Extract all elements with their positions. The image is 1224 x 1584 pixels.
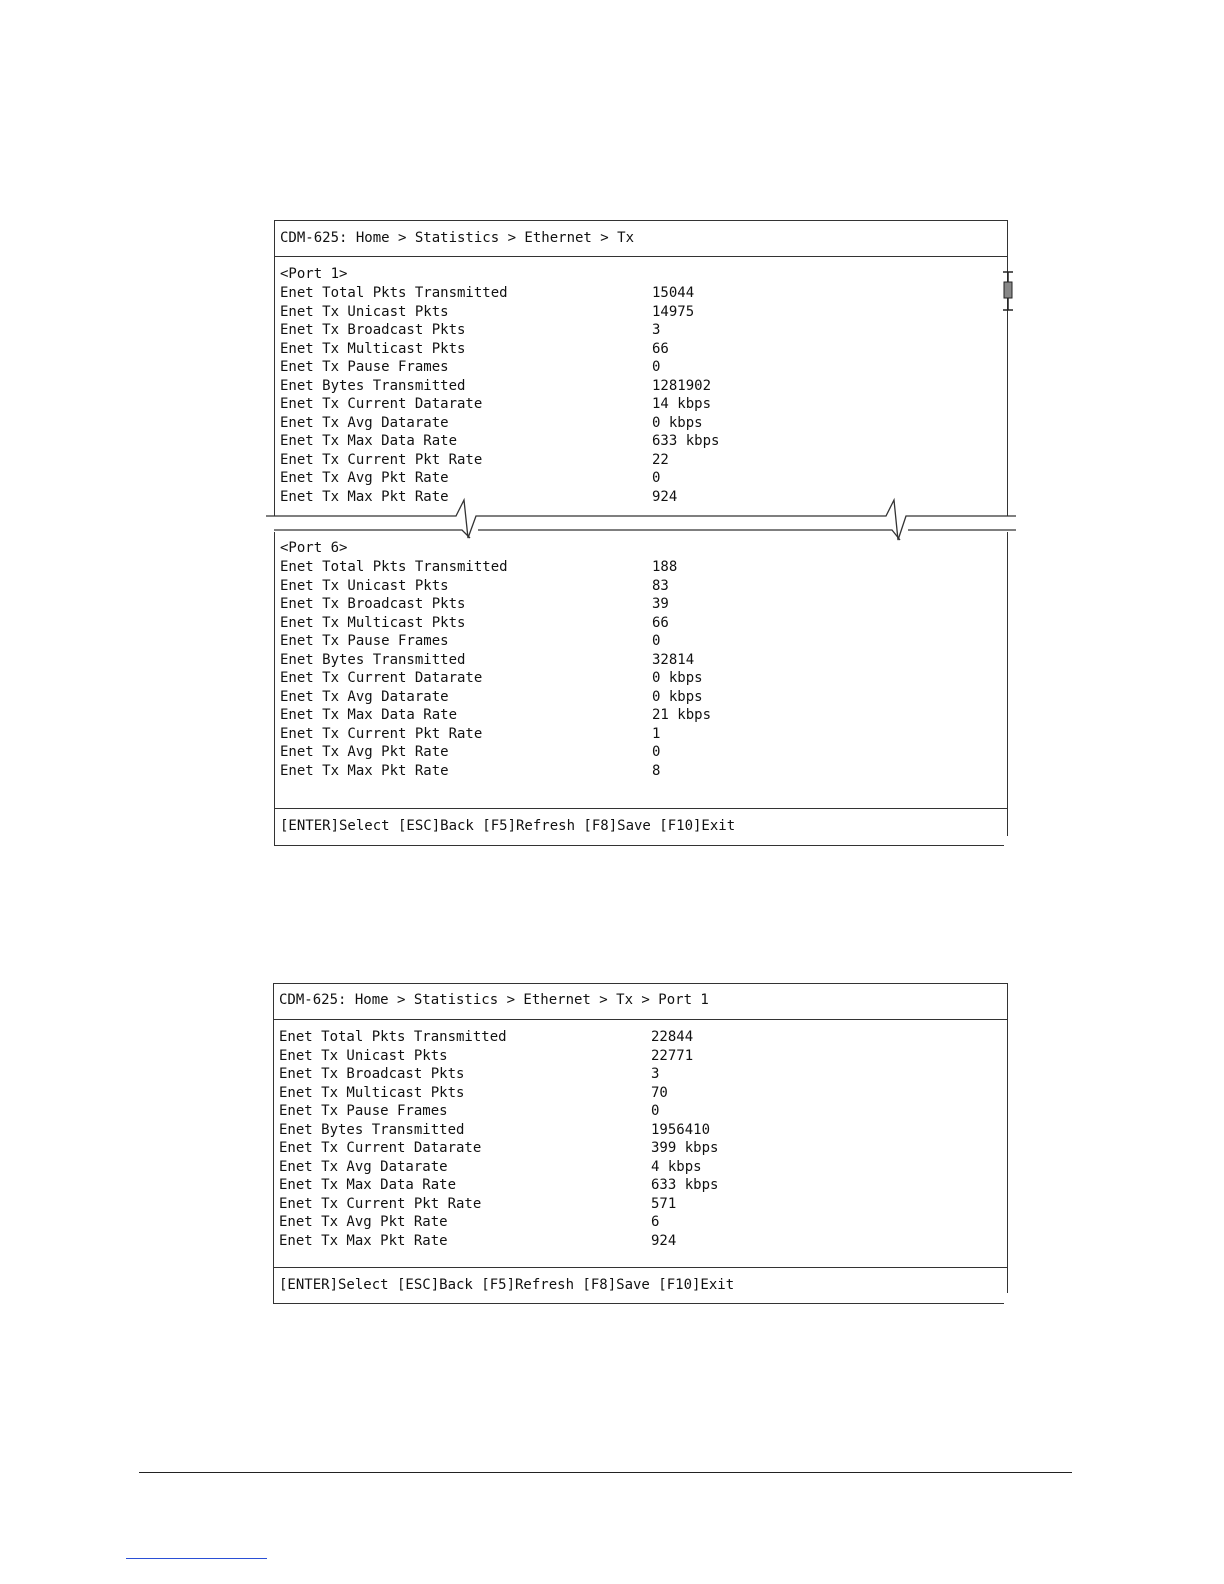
stat-value: 633 kbps [652, 433, 720, 449]
stat-label: Enet Tx Unicast Pkts [279, 1047, 448, 1064]
stat-label: Enet Tx Avg Pkt Rate [280, 470, 449, 486]
stat-value: 0 [651, 1103, 660, 1119]
frame-left-upper [274, 220, 275, 516]
stat-value: 66 [652, 614, 669, 631]
stat-value: 1281902 [652, 377, 712, 394]
stat-label: Enet Tx Current Pkt Rate [279, 1195, 482, 1212]
stat-value: 39 [652, 596, 669, 612]
stat-label: Enet Total Pkts Transmitted [279, 1029, 507, 1045]
stat-label: Enet Tx Max Data Rate [280, 707, 458, 723]
frame-bottom [273, 1303, 1004, 1304]
stat-value: 0 [652, 359, 661, 375]
terminal-screen-port-1 [273, 983, 1008, 1304]
footer-divider [274, 808, 1008, 809]
title-divider [273, 1019, 1008, 1020]
stat-label: Enet Tx Pause Frames [280, 359, 449, 375]
stat-value: 571 [651, 1195, 677, 1212]
frame-right-lower [1007, 532, 1008, 836]
stat-value: 0 [652, 744, 661, 760]
stat-label: Enet Tx Unicast Pkts [280, 303, 449, 320]
stat-label: Enet Tx Avg Pkt Rate [279, 1214, 448, 1230]
scrollbar[interactable] [1000, 272, 1016, 312]
stat-label: Enet Tx Current Pkt Rate [280, 451, 483, 468]
stat-value: 83 [652, 577, 669, 594]
stat-label: Enet Tx Pause Frames [280, 633, 449, 649]
stat-label: Enet Tx Unicast Pkts [280, 577, 449, 594]
port-header-label: <Port 1> [280, 266, 348, 282]
stat-value: 8 [652, 762, 661, 779]
stat-value: 924 [652, 488, 678, 505]
stat-label: Enet Bytes Transmitted [280, 377, 466, 394]
stat-label: Enet Tx Multicast Pkts [280, 340, 466, 357]
stat-label: Enet Tx Broadcast Pkts [280, 596, 466, 612]
stat-value: 22 [652, 451, 669, 468]
stat-value: 66 [652, 340, 669, 357]
stat-value: 0 [652, 633, 661, 649]
stat-label: Enet Tx Max Pkt Rate [280, 488, 449, 505]
breadcrumb: CDM-625: Home > Statistics > Ethernet > Tx [280, 230, 635, 246]
stat-value: 633 kbps [651, 1177, 719, 1193]
stat-value: 924 [651, 1232, 677, 1249]
stat-label: Enet Tx Current Datarate [279, 1140, 482, 1156]
stat-value: 4 kbps [651, 1158, 702, 1175]
breadcrumb: CDM-625: Home > Statistics > Ethernet > Tx > Port 1 [279, 992, 709, 1008]
frame-right [1007, 983, 1008, 1293]
stat-label: Enet Bytes Transmitted [280, 651, 466, 668]
stat-label: Enet Tx Multicast Pkts [280, 614, 466, 631]
frame-top [273, 983, 1008, 984]
break-symbol [266, 498, 1018, 546]
stat-label: Enet Tx Broadcast Pkts [279, 1066, 465, 1082]
stat-value: 1 [652, 725, 661, 742]
stat-label: Enet Tx Avg Datarate [280, 414, 449, 431]
stat-value: 14975 [652, 303, 695, 320]
terminal-screen-tx-overview [274, 220, 1008, 846]
stat-value: 32814 [652, 651, 695, 668]
footer-divider [273, 1267, 1008, 1268]
stat-value: 15044 [652, 285, 695, 301]
key-help-footer: [ENTER]Select [ESC]Back [F5]Refresh [F8]Save [F10]Exit [280, 818, 736, 834]
stat-value: 22771 [651, 1047, 694, 1064]
page-footer-link-underline [126, 1558, 267, 1559]
scrollbar-thumb [1004, 282, 1012, 298]
stat-label: Enet Tx Avg Datarate [279, 1158, 448, 1175]
stat-label: Enet Tx Broadcast Pkts [280, 322, 466, 338]
frame-top [274, 220, 1008, 221]
stat-label: Enet Tx Max Data Rate [280, 433, 458, 449]
stat-label: Enet Bytes Transmitted [279, 1121, 465, 1138]
stat-label: Enet Tx Current Pkt Rate [280, 725, 483, 742]
stat-label: Enet Tx Max Data Rate [279, 1177, 457, 1193]
stat-value: 22844 [651, 1029, 694, 1045]
key-help-footer: [ENTER]Select [ESC]Back [F5]Refresh [F8]Save [F10]Exit [279, 1277, 735, 1293]
stat-value: 1956410 [651, 1121, 711, 1138]
stat-label: Enet Tx Current Datarate [280, 670, 483, 686]
frame-right-upper [1007, 220, 1008, 516]
stat-value: 21 kbps [652, 707, 712, 723]
stat-value: 188 [652, 559, 678, 575]
stat-label: Enet Tx Current Datarate [280, 396, 483, 412]
stat-value: 70 [651, 1084, 668, 1101]
stat-label: Enet Total Pkts Transmitted [280, 285, 508, 301]
stat-value: 0 kbps [652, 670, 703, 686]
stat-label: Enet Tx Avg Datarate [280, 688, 449, 705]
stat-value: 399 kbps [651, 1140, 719, 1156]
frame-left [273, 983, 274, 1304]
stat-value: 14 kbps [652, 396, 712, 412]
stat-value: 0 [652, 470, 661, 486]
stat-label: Enet Total Pkts Transmitted [280, 559, 508, 575]
stat-value: 0 kbps [652, 688, 703, 705]
page-footer-rule [139, 1472, 1072, 1473]
title-divider [274, 256, 1008, 257]
frame-left-lower [274, 532, 275, 846]
stat-value: 3 [651, 1066, 660, 1082]
stat-label: Enet Tx Max Pkt Rate [280, 762, 449, 779]
stat-label: Enet Tx Avg Pkt Rate [280, 744, 449, 760]
stat-label: Enet Tx Multicast Pkts [279, 1084, 465, 1101]
stat-value: 3 [652, 322, 661, 338]
stat-value: 6 [651, 1214, 660, 1230]
stat-value: 0 kbps [652, 414, 703, 431]
frame-bottom [274, 845, 1004, 846]
stat-label: Enet Tx Pause Frames [279, 1103, 448, 1119]
stat-label: Enet Tx Max Pkt Rate [279, 1232, 448, 1249]
port-header-label: <Port 6> [280, 540, 348, 556]
